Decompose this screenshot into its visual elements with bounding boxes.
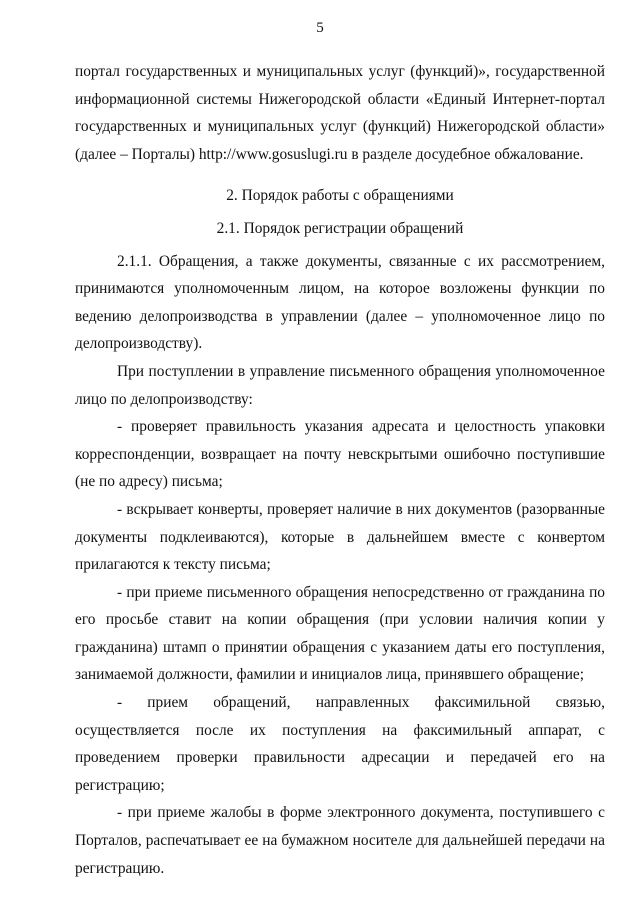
list-item-open-envelopes: - вскрывает конверты, проверяет наличие в них документов (разорванные документы подклеиваются), которые в дальнейшем вместе с конвертом прилагаются к тексту письма; — [75, 500, 605, 574]
document-body — [75, 58, 605, 882]
list-item-electronic-complaint: - при приеме жалобы в форме электронного документа, поступившего с Порталов, распечатывает ее на бумажном носителе для дальнейшей передачи на регистрацию. — [75, 804, 605, 877]
list-item-check-address: - проверяет правильность указания адресата и целостность упаковки корреспонденции, возвращает на почту невскрытыми ошибочно поступившие (не по адресу) письма; — [75, 418, 605, 491]
page-number: 5 — [316, 20, 324, 36]
list-item-fax: - прием обращений, направленных факсимильной связью, осуществляется после их поступления на факсимильный аппарат, с проведением проверки правильности адресации и передачей его на регистрацию; — [75, 694, 605, 794]
paragraph-intake: При поступлении в управление письменного обращения уполномоченное лицо по делопроизводству: — [75, 362, 605, 408]
list-item-stamp-copy: - при приеме письменного обращения непосредственно от гражданина по его просьбе ставит на копии обращения (при условии наличия копии у гражданина) штамп о принятии обращения с указанием даты его поступления, занимаемой должности, фамилии и инициалов лица, принявшего обращение; — [75, 583, 605, 684]
section-heading: 2. Порядок работы с обращениями — [226, 187, 454, 205]
paragraph-2-1-1: 2.1.1. Обращения, а также документы, связанные с их рассмотрением, принимаются уполномоченным лицом, на которое возложены функции по ведению делопроизводства в управлении (далее – уполномоченное лицо по делопроизводству). — [75, 252, 605, 353]
subsection-heading: 2.1. Порядок регистрации обращений — [216, 219, 464, 237]
intro-paragraph: портал государственных и муниципальных услуг (функций)», государственной информационной системы Нижегородской области «Единый Интернет-портал государственных и муниципальных услуг (функций) Нижегородской области» (далее – Порталы) http://www.gosuslugi.ru в разделе досудебное обжалование. — [75, 63, 605, 163]
